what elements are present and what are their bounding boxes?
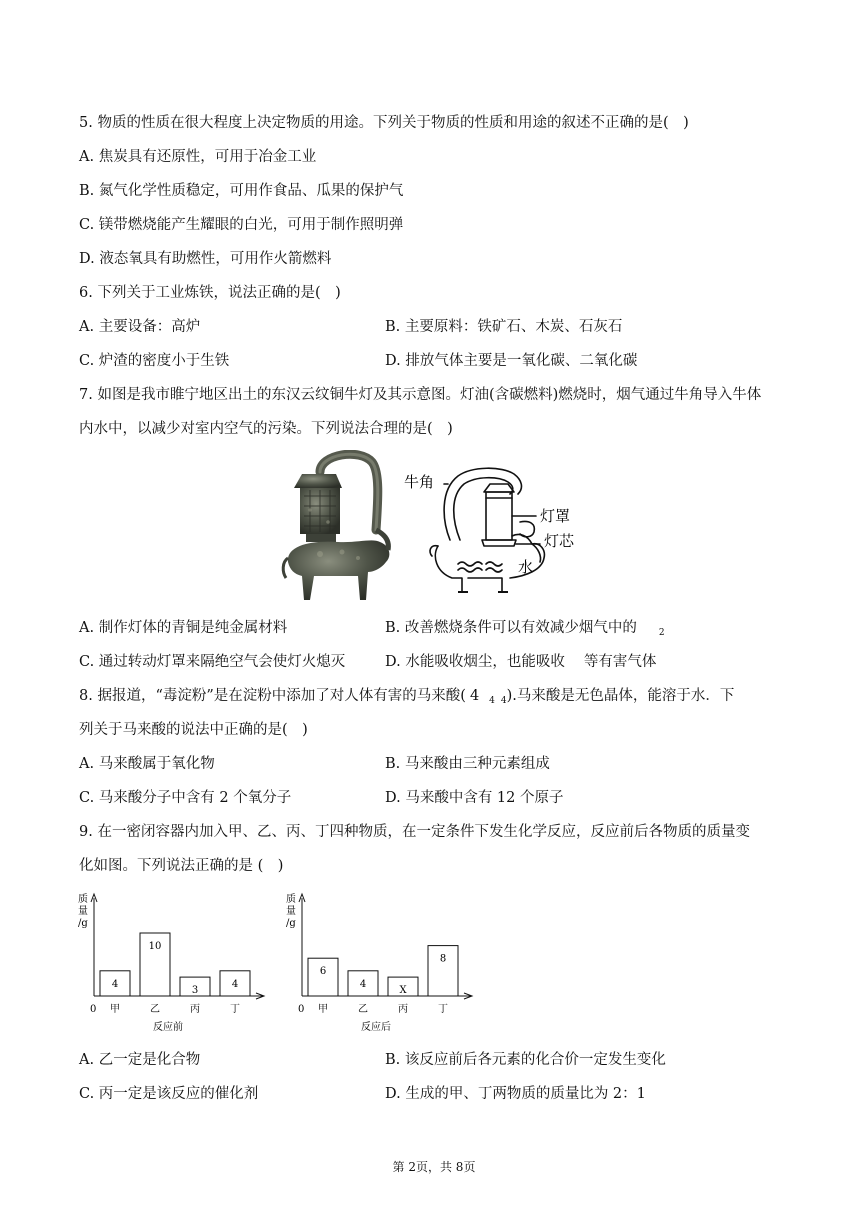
label-horn: 牛角	[404, 473, 435, 491]
q6-option-a: A. 主要设备：高炉	[79, 319, 201, 335]
q7-option-d: D. 水能吸收烟尘，也能吸收 等有害气体	[385, 654, 657, 670]
q8-stem-part1: 8. 据报道，“毒淀粉”是在淀粉中添加了对人体有害的马来酸(	[79, 688, 466, 704]
category-label: 甲	[110, 1004, 120, 1015]
q8-option-c: C. 马来酸分子中含有 2 个氧分子	[79, 790, 292, 806]
bar-value-label: 3	[191, 985, 199, 997]
q6-option-d: D. 排放气体主要是一氧化碳、二氧化碳	[385, 353, 638, 369]
y-axis-label-char-1: 质	[78, 894, 88, 905]
q6-stem: 6. 下列关于工业炼铁，说法正确的是( )	[79, 285, 341, 301]
q6-option-b: B. 主要原料：铁矿石、木炭、石灰石	[385, 319, 623, 335]
q8-formula-2: 4	[489, 696, 495, 706]
q8-option-a: A. 马来酸属于氧化物	[79, 756, 215, 772]
bar-value-label: X	[399, 985, 407, 997]
bar-value-label: 8	[439, 953, 447, 965]
y-axis-label-char-2: 量	[286, 906, 296, 917]
q5-option-c: C. 镁带燃烧能产生耀眼的白光，可用于制作照明弹	[79, 217, 404, 233]
q9-option-b: B. 该反应前后各元素的化合价一定发生变化	[385, 1052, 666, 1068]
category-label: 甲	[318, 1004, 328, 1015]
q5-option-b: B. 氮气化学性质稳定，可用作食品、瓜果的保护气	[79, 183, 404, 199]
category-label: 丙	[190, 1004, 200, 1015]
chart-caption: 反应后	[361, 1022, 391, 1033]
y-axis-label-char-1: 质	[286, 894, 296, 905]
chart-after-reaction	[282, 888, 482, 1036]
q8-stem-line2: 列关于马来酸的说法中正确的是( )	[79, 722, 308, 738]
q7-option-b-subscript: 2	[658, 628, 665, 638]
bar-value-label: 4	[111, 978, 119, 990]
q9-option-c: C. 丙一定是该反应的催化剂	[79, 1086, 259, 1102]
category-label: 乙	[358, 1004, 368, 1015]
q8-formula-3: 4	[500, 696, 507, 706]
q8-formula-1: 4	[469, 688, 480, 704]
q7-stem-line1: 7. 如图是我市睢宁地区出土的东汉云纹铜牛灯及其示意图。灯油(含碳燃料)燃烧时，烟气通过牛角导入牛体	[79, 387, 762, 403]
chart-caption: 反应前	[153, 1022, 183, 1033]
category-label: 丁	[438, 1004, 448, 1015]
q5-stem: 5. 物质的性质在很大程度上决定物质的用途。下列关于物质的性质和用途的叙述不正确的是( )	[79, 115, 689, 131]
chart-before-reaction	[74, 888, 274, 1036]
q8-option-b: B. 马来酸由三种元素组成	[385, 756, 550, 772]
category-label: 丁	[230, 1004, 240, 1015]
page-footer: 第 2页，共 8页	[392, 1160, 476, 1174]
bar-value-label: 10	[148, 941, 162, 952]
q8-stem-line1	[79, 686, 734, 708]
q9-stem-line1: 9. 在一密闭容器内加入甲、乙、丙、丁四种物质，在一定条件下发生化学反应，反应前后各物质的质量变	[79, 824, 750, 840]
q7-option-b-text: B. 改善燃烧条件可以有效减少烟气中的	[385, 620, 637, 636]
category-label: 丙	[398, 1004, 408, 1015]
q8-stem-part2: ).马来酸是无色晶体，能溶于水．下	[506, 688, 735, 704]
origin-label: 0	[90, 1004, 97, 1015]
label-wick: 灯芯	[544, 532, 575, 550]
q7-option-c: C. 通过转动灯罩来隔绝空气会使灯火熄灭	[79, 654, 346, 670]
y-axis-label-char-3: /g	[286, 918, 296, 929]
q6-option-c: C. 炉渣的密度小于生铁	[79, 353, 230, 369]
q5-option-a: A. 焦炭具有还原性，可用于冶金工业	[79, 149, 317, 165]
q5-option-d: D. 液态氧具有助燃性，可用作火箭燃料	[79, 251, 332, 267]
bar-value-label: 4	[231, 978, 239, 990]
label-lamp-shade: 灯罩	[540, 507, 571, 525]
q7-option-b	[385, 618, 665, 640]
q7-option-a: A. 制作灯体的青铜是纯金属材料	[79, 620, 288, 636]
category-label: 乙	[150, 1004, 160, 1015]
bar-value-label: 6	[319, 966, 327, 978]
y-axis-label	[286, 892, 296, 929]
q9-option-d: D. 生成的甲、丁两物质的质量比为 2：1	[385, 1086, 646, 1102]
q8-option-d: D. 马来酸中含有 12 个原子	[385, 790, 564, 806]
origin-label: 0	[298, 1004, 305, 1015]
q9-stem-line2: 化如图。下列说法正确的是 ( )	[79, 858, 284, 874]
y-axis-label-char-3: /g	[78, 918, 88, 929]
bar-value-label: 4	[359, 978, 367, 990]
y-axis-label-char-2: 量	[78, 906, 88, 917]
q9-option-a: A. 乙一定是化合物	[79, 1052, 201, 1068]
label-water: 水	[518, 558, 534, 576]
q7-stem-line2: 内水中，以减少对室内空气的污染。下列说法合理的是( )	[79, 421, 453, 437]
y-axis-label	[78, 892, 88, 929]
bronze-ox-lamp-photo	[280, 450, 395, 608]
ox-lamp-schematic	[402, 460, 602, 605]
